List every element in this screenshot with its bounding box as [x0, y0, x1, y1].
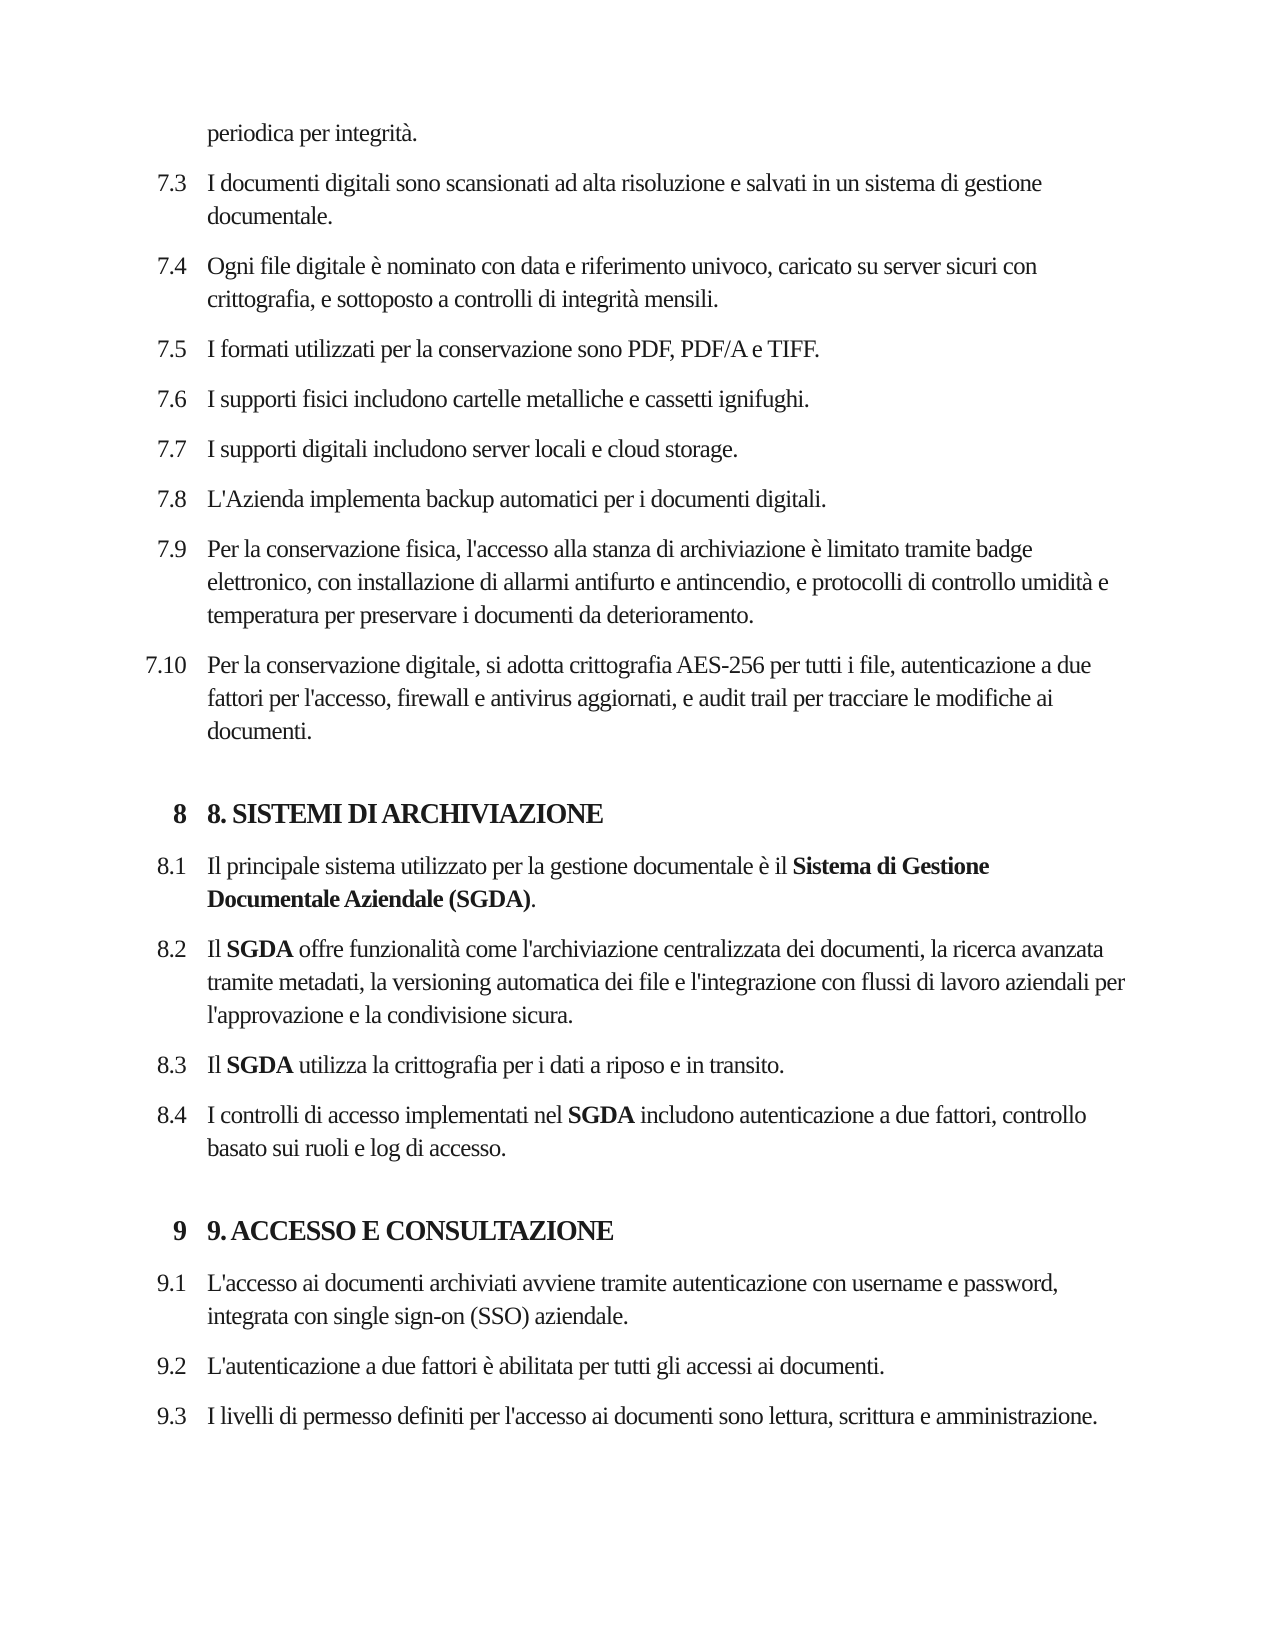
item-text: L'accesso ai documenti archiviati avviene tramite autenticazione con username e password, integrata con single sign-on (SSO) aziendale. [207, 1270, 1058, 1330]
list-item-9-3 [130, 1400, 1275, 1433]
item-text: I documenti digitali sono scansionati ad alta risoluzione e salvati in un sistema di gestione documentale. [207, 170, 1042, 230]
item-number: 7.10 [145, 652, 186, 679]
list-item-7-9 [130, 533, 1275, 632]
heading-text: 8. SISTEMI DI ARCHIVIAZIONE [207, 799, 604, 830]
item-number: 8.3 [156, 1052, 186, 1079]
text-segment: utilizza la crittografia per i dati a riposo e in transito. [293, 1052, 785, 1079]
text-segment-bold: SGDA [226, 1052, 294, 1079]
item-number: 7.6 [156, 386, 186, 413]
heading-number: 8 [173, 799, 186, 830]
item-number: 8.4 [156, 1102, 186, 1129]
list-item-8-1 [130, 850, 1275, 916]
list-item-9-2 [130, 1350, 1275, 1383]
list-item-7-6 [130, 383, 1275, 416]
text-segment: includono autenticazione a due fattori, controllo basato sui ruoli e log di accesso. [207, 1102, 1087, 1162]
text-segment: Il [207, 936, 227, 963]
item-text: Ogni file digitale è nominato con data e riferimento univoco, caricato su server sicuri con crittografia, e sottoposto a controlli di integrità mensili. [207, 253, 1037, 313]
item-text [207, 1049, 1127, 1082]
item-number: 9.2 [156, 1353, 186, 1380]
text-segment: offre funzionalità come l'archiviazione centralizzata dei documenti, la ricerca avanzata tramite metadati, la versioning automatica dei file e l'integrazione con flussi di lavoro aziendali per l'approvazione e la condivisione sicura. [207, 936, 1125, 1029]
item-text: periodica per integrità. [207, 120, 418, 147]
list-item-7-8 [130, 483, 1275, 516]
item-number: 7.7 [156, 436, 186, 463]
text-segment-bold: Sistema di Gestione Documentale Aziendale (SGDA) [207, 853, 989, 913]
item-text [207, 933, 1127, 1032]
text-segment: Il [207, 1052, 227, 1079]
text-segment-bold: SGDA [226, 936, 294, 963]
section-heading-9 [130, 1212, 1275, 1252]
item-number: 7.9 [156, 536, 186, 563]
list-item-7-5 [130, 333, 1275, 366]
item-number: 9.3 [156, 1403, 186, 1430]
text-segment: . [530, 886, 536, 913]
item-text [207, 1099, 1127, 1165]
heading-number: 9 [173, 1216, 186, 1247]
list-item-9-1 [130, 1267, 1275, 1333]
item-text: I supporti fisici includono cartelle metalliche e cassetti ignifughi. [207, 386, 810, 413]
list-item-continuation [130, 117, 1275, 150]
item-number: 7.3 [156, 170, 186, 197]
heading-text: 9. ACCESSO E CONSULTAZIONE [207, 1216, 614, 1247]
item-text: I livelli di permesso definiti per l'accesso ai documenti sono lettura, scrittura e amministrazione. [207, 1403, 1098, 1430]
item-text: L'Azienda implementa backup automatici per i documenti digitali. [207, 486, 827, 513]
list-item-7-4 [130, 250, 1275, 316]
item-text [207, 850, 1127, 916]
list-item-7-7 [130, 433, 1275, 466]
list-item-8-3 [130, 1049, 1275, 1082]
list-item-7-3 [130, 167, 1275, 233]
item-number: 8.2 [156, 936, 186, 963]
item-number: 7.4 [156, 253, 186, 280]
item-text: I formati utilizzati per la conservazione sono PDF, PDF/A e TIFF. [207, 336, 820, 363]
item-text: Per la conservazione fisica, l'accesso alla stanza di archiviazione è limitato tramite badge elettronico, con installazione di allarmi antifurto e antincendio, e protocolli di controllo umidità e temperatura per preservare i documenti da deterioramento. [207, 536, 1109, 629]
text-segment: Il principale sistema utilizzato per la gestione documentale è il [207, 853, 793, 880]
section-heading-8 [130, 795, 1275, 835]
item-text: I supporti digitali includono server locali e cloud storage. [207, 436, 738, 463]
text-segment-bold: SGDA [567, 1102, 635, 1129]
item-number: 8.1 [156, 853, 186, 880]
item-number: 7.8 [156, 486, 186, 513]
text-segment: I controlli di accesso implementati nel [207, 1102, 568, 1129]
list-item-8-4 [130, 1099, 1275, 1165]
item-number: 7.5 [156, 336, 186, 363]
list-item-8-2 [130, 933, 1275, 1032]
item-text: Per la conservazione digitale, si adotta crittografia AES-256 per tutti i file, autenticazione a due fattori per l'accesso, firewall e antivirus aggiornati, e audit trail per tracciare le modifiche ai documenti. [207, 652, 1091, 745]
item-number: 9.1 [156, 1270, 186, 1297]
item-text: L'autenticazione a due fattori è abilitata per tutti gli accessi ai documenti. [207, 1353, 885, 1380]
list-item-7-10 [130, 649, 1275, 748]
